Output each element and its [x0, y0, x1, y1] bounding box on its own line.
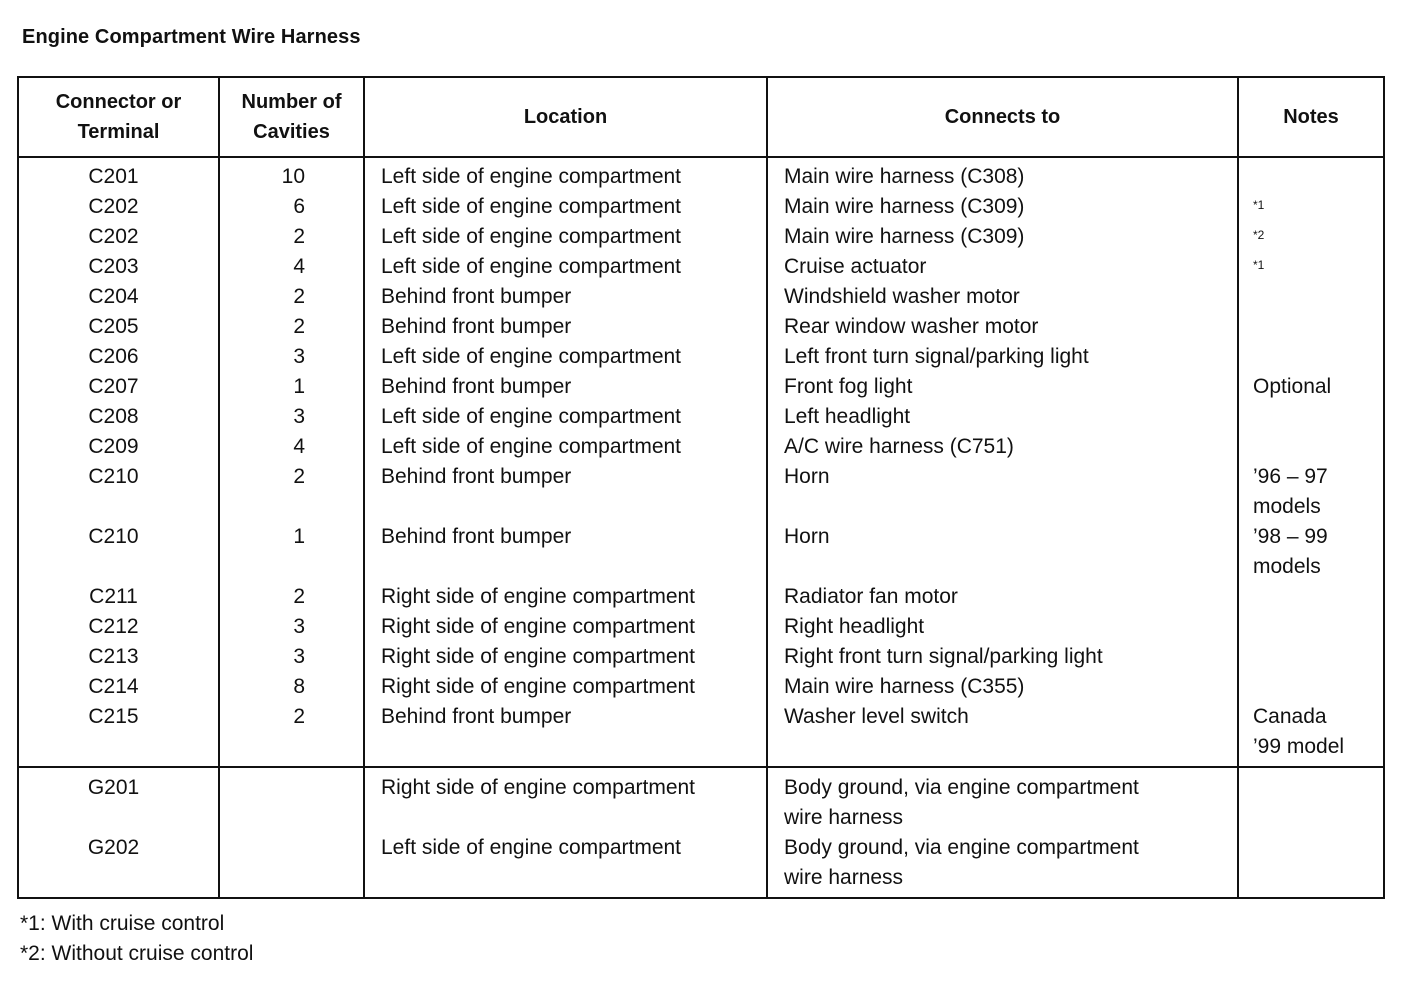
footnote-marker: *1 [1253, 258, 1265, 272]
location-cell: Right side of engine compartment [364, 612, 767, 642]
terminal-cell: C214 [18, 672, 219, 702]
ground-rows [18, 767, 1384, 898]
footnotes [20, 909, 253, 969]
table-row [18, 282, 1384, 312]
header-terminal [18, 77, 219, 157]
location-cell: Behind front bumper [364, 462, 767, 522]
cavities-cell: 4 [219, 252, 364, 282]
location-cell: Left side of engine compartment [364, 833, 767, 898]
connector-rows [18, 157, 1384, 767]
connects-to-cell: Main wire harness (C308) [767, 157, 1238, 192]
notes-cell [1238, 702, 1384, 767]
cavities-cell [219, 833, 364, 898]
footnote-marker: *2 [1253, 228, 1265, 242]
table-row [18, 462, 1384, 522]
header-notes: Notes [1238, 77, 1384, 157]
terminal-cell: C202 [18, 192, 219, 222]
terminal-cell: G201 [18, 767, 219, 833]
table-row [18, 767, 1384, 833]
cavities-cell: 6 [219, 192, 364, 222]
cavities-cell: 2 [219, 582, 364, 612]
location-cell: Left side of engine compartment [364, 252, 767, 282]
connects-to-cell: Main wire harness (C309) [767, 192, 1238, 222]
connects-to-cell [767, 833, 1238, 898]
location-cell: Left side of engine compartment [364, 402, 767, 432]
notes-cell [1238, 402, 1384, 432]
table-row [18, 192, 1384, 222]
notes-cell [1238, 462, 1384, 522]
terminal-cell: C202 [18, 222, 219, 252]
cavities-cell: 3 [219, 642, 364, 672]
cavities-cell: 8 [219, 672, 364, 702]
terminal-cell: C204 [18, 282, 219, 312]
location-cell: Left side of engine compartment [364, 432, 767, 462]
cavities-cell [219, 767, 364, 833]
terminal-cell: C206 [18, 342, 219, 372]
cavities-cell: 3 [219, 612, 364, 642]
connects-to-cell: Main wire harness (C309) [767, 222, 1238, 252]
footnote-marker: *1 [1253, 198, 1265, 212]
connects-to-cell: Horn [767, 462, 1238, 522]
location-cell: Right side of engine compartment [364, 642, 767, 672]
location-cell: Left side of engine compartment [364, 192, 767, 222]
connects-to-cell: Left front turn signal/parking light [767, 342, 1238, 372]
header-cavities-line: Cavities [253, 121, 330, 143]
terminal-cell: C215 [18, 702, 219, 767]
location-cell: Right side of engine compartment [364, 672, 767, 702]
page-title: Engine Compartment Wire Harness [22, 26, 361, 48]
cavities-cell: 2 [219, 282, 364, 312]
cavities-cell: 4 [219, 432, 364, 462]
table-row [18, 342, 1384, 372]
notes-cell [1238, 282, 1384, 312]
notes-cell [1238, 222, 1384, 252]
cavities-cell: 10 [219, 157, 364, 192]
connects-to-cell: Front fog light [767, 372, 1238, 402]
connects-to-cell: Horn [767, 522, 1238, 582]
connects-to-cell: Main wire harness (C355) [767, 672, 1238, 702]
table-row [18, 672, 1384, 702]
location-cell: Left side of engine compartment [364, 222, 767, 252]
location-cell: Right side of engine compartment [364, 582, 767, 612]
header-row [18, 77, 1384, 157]
notes-cell [1238, 767, 1384, 833]
location-cell: Right side of engine compartment [364, 767, 767, 833]
footnote: *1: With cruise control [20, 912, 225, 935]
footnote: *2: Without cruise control [20, 942, 254, 965]
table-row [18, 612, 1384, 642]
connects-to-cell: Windshield washer motor [767, 282, 1238, 312]
location-cell: Behind front bumper [364, 522, 767, 582]
cavities-cell: 1 [219, 372, 364, 402]
notes-cell [1238, 312, 1384, 342]
location-cell: Behind front bumper [364, 282, 767, 312]
connects-to-cell-line: wire harness [784, 866, 904, 889]
table-header [18, 77, 1384, 157]
notes-cell-line: models [1253, 555, 1321, 578]
header-cavities-line: Number of [241, 91, 342, 113]
table-row [18, 833, 1384, 898]
location-cell: Behind front bumper [364, 312, 767, 342]
notes-cell [1238, 157, 1384, 192]
notes-cell [1238, 522, 1384, 582]
notes-cell-line: Canada [1253, 705, 1327, 728]
terminal-cell: C211 [18, 582, 219, 612]
cavities-cell: 2 [219, 312, 364, 342]
connects-to-cell: Washer level switch [767, 702, 1238, 767]
cavities-cell: 2 [219, 462, 364, 522]
table-row [18, 252, 1384, 282]
connects-to-cell: Radiator fan motor [767, 582, 1238, 612]
notes-cell [1238, 833, 1384, 898]
table-row [18, 402, 1384, 432]
location-cell: Left side of engine compartment [364, 157, 767, 192]
table-row [18, 582, 1384, 612]
location-cell: Behind front bumper [364, 702, 767, 767]
header-connects-to: Connects to [767, 77, 1238, 157]
table-row [18, 157, 1384, 192]
notes-cell [1238, 192, 1384, 222]
cavities-cell: 2 [219, 222, 364, 252]
location-cell: Left side of engine compartment [364, 342, 767, 372]
notes-cell-line: ’96 – 97 [1253, 465, 1328, 488]
terminal-cell: G202 [18, 833, 219, 898]
connects-to-cell: Cruise actuator [767, 252, 1238, 282]
terminal-cell: C209 [18, 432, 219, 462]
table-row [18, 312, 1384, 342]
notes-cell [1238, 642, 1384, 672]
cavities-cell: 2 [219, 702, 364, 767]
connects-to-cell [767, 767, 1238, 833]
notes-cell-line: ’99 model [1253, 735, 1345, 758]
terminal-cell: C210 [18, 522, 219, 582]
header-cavities [219, 77, 364, 157]
notes-cell [1238, 672, 1384, 702]
notes-cell [1238, 342, 1384, 372]
notes-cell [1238, 612, 1384, 642]
terminal-cell: C212 [18, 612, 219, 642]
table-row [18, 432, 1384, 462]
table-row [18, 522, 1384, 582]
terminal-cell: C213 [18, 642, 219, 672]
notes-cell: Optional [1238, 372, 1384, 402]
connects-to-cell: Right front turn signal/parking light [767, 642, 1238, 672]
header-location: Location [364, 77, 767, 157]
table-row [18, 702, 1384, 767]
connects-to-cell: A/C wire harness (C751) [767, 432, 1238, 462]
connects-to-cell-line: Body ground, via engine compartment [784, 836, 1139, 859]
terminal-cell: C201 [18, 157, 219, 192]
notes-cell [1238, 252, 1384, 282]
terminal-cell: C207 [18, 372, 219, 402]
header-terminal-line: Terminal [77, 121, 160, 143]
connects-to-cell: Right headlight [767, 612, 1238, 642]
header-terminal-line: Connector or [55, 91, 182, 113]
connects-to-cell: Rear window washer motor [767, 312, 1238, 342]
table-row [18, 372, 1384, 402]
wire-harness-table [17, 76, 1385, 899]
terminal-cell: C203 [18, 252, 219, 282]
notes-cell-line: models [1253, 495, 1321, 518]
terminal-cell: C210 [18, 462, 219, 522]
notes-cell [1238, 432, 1384, 462]
cavities-cell: 1 [219, 522, 364, 582]
cavities-cell: 3 [219, 342, 364, 372]
cavities-cell: 3 [219, 402, 364, 432]
connects-to-cell-line: wire harness [784, 806, 904, 829]
notes-cell [1238, 582, 1384, 612]
location-cell: Behind front bumper [364, 372, 767, 402]
connects-to-cell: Left headlight [767, 402, 1238, 432]
terminal-cell: C208 [18, 402, 219, 432]
notes-cell-line: ’98 – 99 [1253, 525, 1328, 548]
terminal-cell: C205 [18, 312, 219, 342]
table-row [18, 222, 1384, 252]
connects-to-cell-line: Body ground, via engine compartment [784, 776, 1139, 799]
table-row [18, 642, 1384, 672]
